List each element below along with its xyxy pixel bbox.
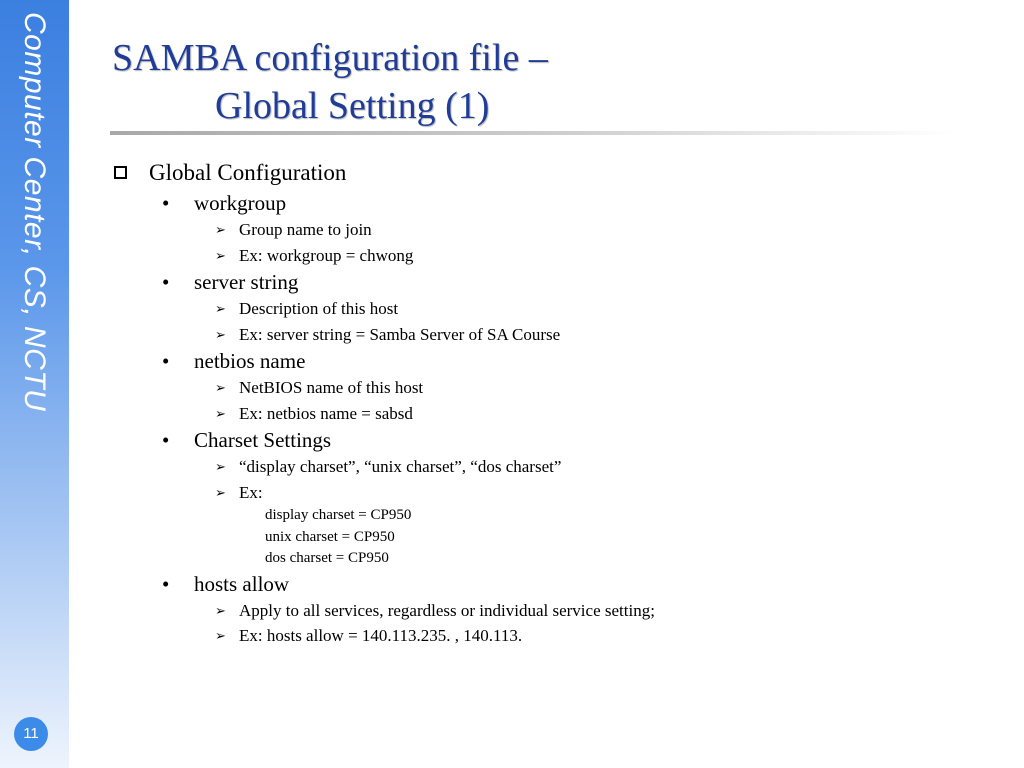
dot-bullet-icon: • bbox=[162, 270, 170, 294]
example-line bbox=[112, 527, 992, 549]
list-item bbox=[112, 570, 992, 598]
arrow-bullet-icon: ➢ bbox=[215, 301, 226, 316]
sub-item bbox=[112, 598, 992, 624]
sub-item-text: Apply to all services, regardless or individual service setting; bbox=[239, 600, 655, 620]
list-item-label: Charset Settings bbox=[194, 428, 332, 452]
arrow-bullet-icon: ➢ bbox=[215, 405, 226, 421]
sub-item-text: Ex: bbox=[239, 482, 263, 502]
example-line bbox=[112, 548, 992, 570]
arrow-bullet-icon: ➢ bbox=[215, 628, 226, 643]
section-heading: Global Configuration bbox=[149, 160, 347, 185]
list-item bbox=[112, 347, 992, 375]
slide-title bbox=[112, 34, 952, 130]
slide-content bbox=[112, 157, 992, 649]
arrow-bullet-icon: ➢ bbox=[215, 484, 226, 500]
example-line-text: dos charset = CP950 bbox=[265, 550, 389, 566]
list-item-label: server string bbox=[194, 270, 299, 294]
list-item-label: netbios name bbox=[194, 349, 306, 373]
section-heading-row bbox=[112, 157, 992, 189]
sub-item-text: Ex: netbios name = sabsd bbox=[239, 403, 413, 423]
dot-bullet-icon: • bbox=[162, 191, 170, 215]
list-item-label: workgroup bbox=[194, 191, 287, 215]
sub-item-text: NetBIOS name of this host bbox=[239, 378, 424, 397]
sidebar-org-text: Computer Center, CS, NCTU bbox=[18, 12, 51, 412]
dot-bullet-icon: • bbox=[162, 349, 170, 373]
list-item-label: hosts allow bbox=[194, 571, 290, 596]
sub-item bbox=[112, 296, 992, 322]
sub-item bbox=[112, 243, 992, 269]
sidebar-banner bbox=[0, 0, 69, 768]
sub-item bbox=[112, 623, 992, 649]
checkbox-bullet-icon bbox=[114, 166, 127, 179]
arrow-bullet-icon: ➢ bbox=[215, 247, 226, 263]
arrow-bullet-icon: ➢ bbox=[215, 602, 226, 618]
sub-item-text: Description of this host bbox=[239, 299, 399, 318]
sub-item bbox=[112, 375, 992, 401]
title-divider bbox=[110, 131, 955, 135]
title-line-1: SAMBA configuration file – bbox=[112, 37, 548, 79]
arrow-bullet-icon: ➢ bbox=[215, 326, 226, 342]
example-line-text: display charset = CP950 bbox=[265, 507, 412, 523]
sub-item-text: Ex: hosts allow = 140.113.235. , 140.113. bbox=[239, 626, 523, 645]
sub-item-text: Group name to join bbox=[239, 220, 372, 239]
sub-item-text: Ex: workgroup = chwong bbox=[239, 245, 414, 265]
example-line bbox=[112, 505, 992, 527]
list-item bbox=[112, 189, 992, 217]
dot-bullet-icon: • bbox=[162, 571, 170, 596]
sub-item-text: Ex: server string = Samba Server of SA Course bbox=[239, 324, 561, 344]
sub-item bbox=[112, 401, 992, 427]
sub-item-text: “display charset”, “unix charset”, “dos charset” bbox=[239, 457, 562, 476]
dot-bullet-icon: • bbox=[162, 428, 170, 452]
sub-item bbox=[112, 480, 992, 506]
list-item bbox=[112, 268, 992, 296]
sub-item bbox=[112, 322, 992, 348]
sub-item bbox=[112, 454, 992, 480]
arrow-bullet-icon: ➢ bbox=[215, 222, 226, 237]
page-number-badge: 11 bbox=[14, 717, 48, 751]
title-line-2: Global Setting (1) bbox=[215, 85, 490, 127]
arrow-bullet-icon: ➢ bbox=[215, 459, 226, 474]
list-item bbox=[112, 426, 992, 454]
example-line-text: unix charset = CP950 bbox=[265, 528, 395, 545]
sub-item bbox=[112, 217, 992, 243]
arrow-bullet-icon: ➢ bbox=[215, 380, 226, 395]
